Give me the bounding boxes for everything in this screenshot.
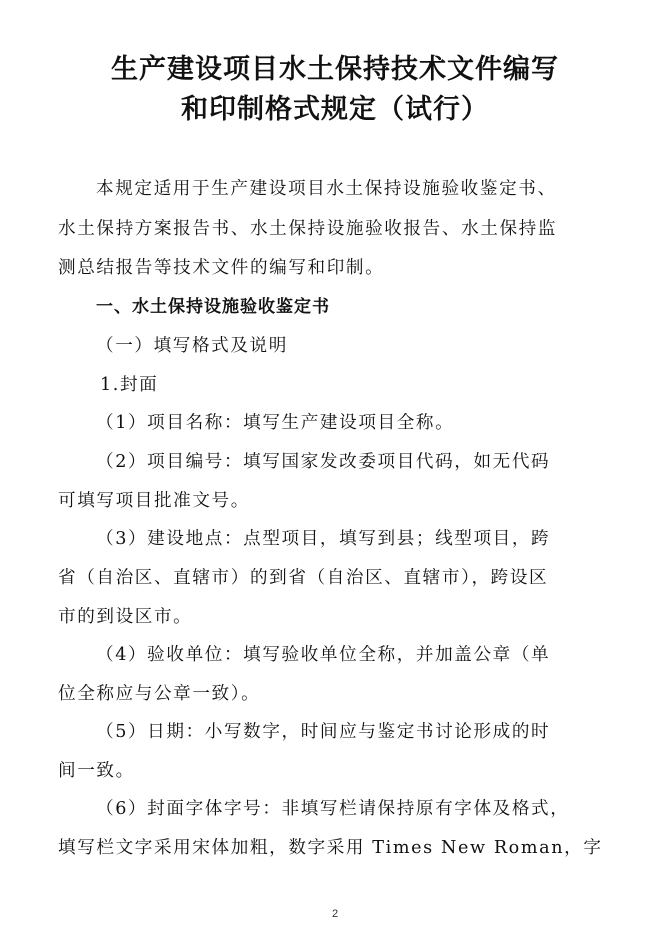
document-title-line-1: 生产建设项目水土保持技术文件编写 — [111, 54, 559, 85]
item-2-line-1: （2）项目编号：填写国家发改委项目代码，如无代码 — [96, 452, 551, 472]
item-4-line-2: 位全称应与公章一致）。 — [58, 684, 261, 704]
item-5-line-1: （5）日期：小写数字，时间应与鉴定书讨论形成的时 — [96, 722, 551, 742]
paragraph-intro-line-1: 本规定适用于生产建设项目水土保持设施验收鉴定书、 — [96, 179, 557, 199]
document-title-line-2: 和印制格式规定（试行） — [181, 94, 489, 125]
item-2-line-2: 可填写项目批准文号。 — [58, 491, 250, 511]
paragraph-intro-line-3: 测总结报告等技术文件的编写和印制。 — [58, 258, 385, 278]
item-6-line-2: 填写栏文字采用宋体加粗，数字采用 Times New Roman，字 — [58, 838, 603, 858]
subsection-heading: （一）填写格式及说明 — [96, 336, 288, 356]
item-4-line-1: （4）验收单位：填写验收单位全称，并加盖公章（单 — [96, 645, 551, 665]
item-3-line-1: （3）建设地点：点型项目，填写到县；线型项目，跨 — [96, 529, 551, 549]
paragraph-intro-line-2: 水土保持方案报告书、水土保持设施验收报告、水土保持监 — [58, 219, 558, 239]
item-3-line-3: 市的到设区市。 — [58, 607, 193, 627]
item-3-line-2: 省（自治区、直辖市）的到省（自治区、直辖市），跨设区 — [58, 568, 549, 588]
page-number: 2 — [331, 908, 339, 920]
section-heading-1: 一、水土保持设施验收鉴定书 — [96, 297, 330, 317]
item-heading-cover: 1.封面 — [100, 375, 159, 395]
item-5-line-2: 间一致。 — [58, 761, 135, 781]
item-6-line-1: （6）封面字体字号：非填写栏请保持原有字体及格式， — [96, 799, 570, 819]
item-1-line-1: （1）项目名称：填写生产建设项目全称。 — [96, 413, 455, 433]
